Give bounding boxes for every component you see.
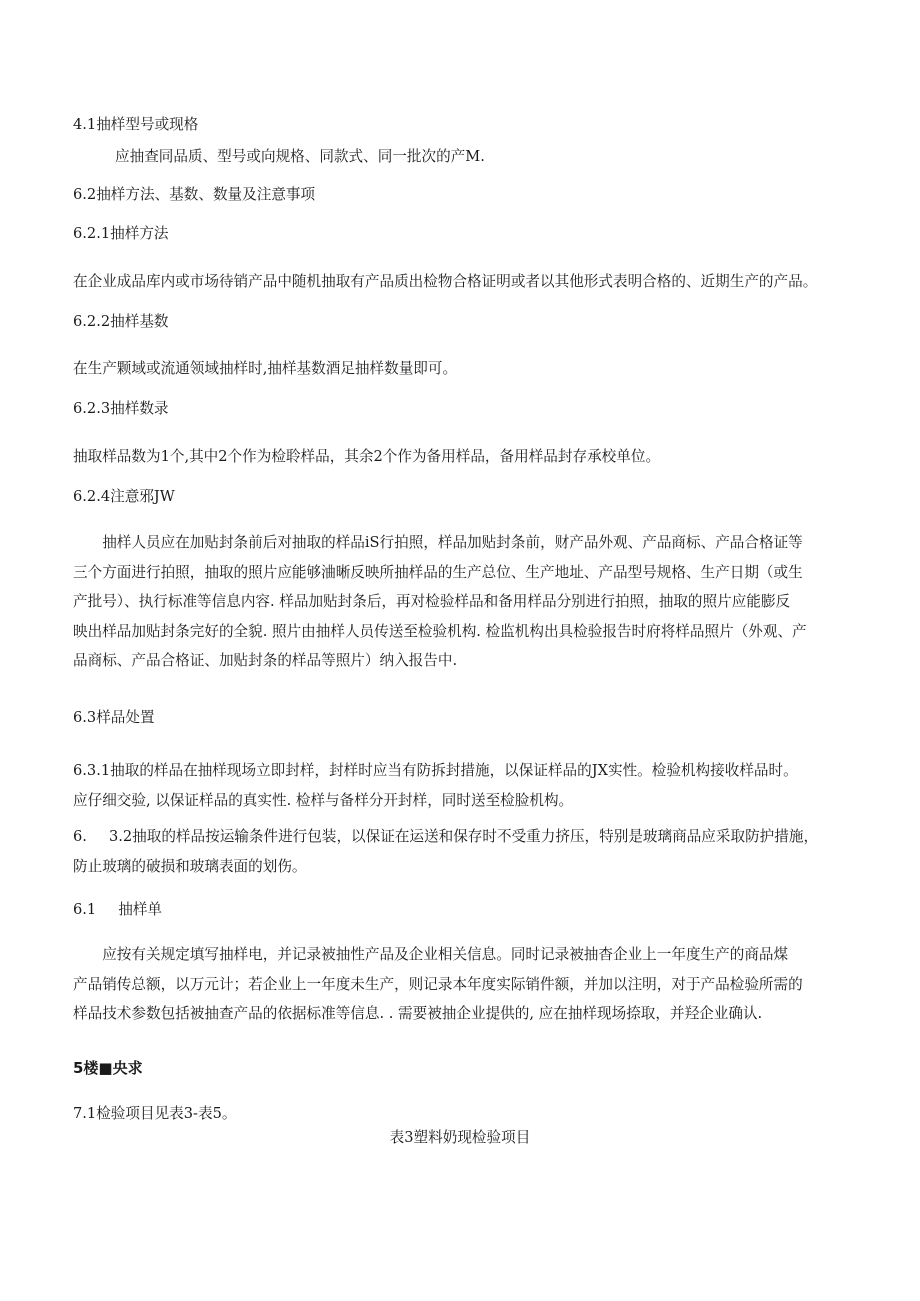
paragraph-line: 6.3.1抽取的样品在抽样现场立即封样，封样时应当有防拆封措施，以保证样品的JX实性。检验机构接收样品时。 xyxy=(73,762,798,779)
section-number: 6.1 xyxy=(73,901,97,918)
section-6-2-3-body: 抽取样品数为1个,其中2个作为检聆样品，其余2个作为备用样品，备用样品封存承校单位。 xyxy=(73,448,661,465)
paragraph-line: 产品销传总额，以万元计；若企业上一年度未生产，则记录本年度实际销件额，并加以注明，对于产品检验所需的 xyxy=(73,975,803,993)
paragraph-line: 产批号）、执行标准等信息内容. 样品加贴封条后，再对检验样品和备用样品分别进行拍照，抽取的照片应能膨反 xyxy=(73,593,791,610)
section-4-1-heading: 4.1抽样型号或现格 xyxy=(73,116,199,133)
section-6-2-3-heading: 6.2.3抽样数录 xyxy=(73,400,169,417)
section-4-1-body: 应抽查同品质、型号或向规格、同款式、同一批次的产M. xyxy=(115,148,485,165)
paragraph-line xyxy=(73,822,848,852)
section-6-2-1-heading: 6.2.1抽样方法 xyxy=(73,225,169,242)
section-6-1-heading xyxy=(73,900,162,920)
section-7-1-body: 7.1检验项目见表3-表5。 xyxy=(73,1105,237,1122)
chapter-5-heading: 5楼■央求 xyxy=(73,1059,143,1077)
paragraph-text: 3.2抽取的样品按运输条件进行包装，以保证在运送和保存时不受重力挤压，特别是玻璃商品应采取防护措施， xyxy=(108,828,819,845)
paragraph-line: 品商标、产品合格证、加贴封条的样品等照片）纳入报告中. xyxy=(73,652,458,669)
section-6-2-4-heading: 6.2.4注意邪JW xyxy=(73,488,175,505)
paragraph-line: 应仔细交验, 以保证样品的真实性. 检样与备样分开封样，同时送至检脸机构。 xyxy=(73,791,574,809)
paragraph-line: 三个方面进行拍照，抽取的照片应能够浀晰反映所抽样品的生产总位、生产地址、产品型号规格、生产日期（或生 xyxy=(73,563,803,581)
section-6-2-1-body: 在企业成品库内或市场待销产品中随机抽取有产品质出检物合格证明或者以其他形式表明合格的、近期生产的产品。 xyxy=(73,273,818,290)
section-number: 6. xyxy=(73,828,87,845)
section-6-1-paragraph xyxy=(73,940,848,1029)
section-6-2-4-paragraph xyxy=(73,528,848,676)
table-caption: 表3塑料奶现检验项目 xyxy=(389,1129,531,1146)
paragraph-line: 应按有关规定填写抽样电，并记录被抽性产品及企业相关信息。同时记录被抽杳企业上一年度生产的商品煤 xyxy=(73,946,789,963)
section-6-3-1-paragraph xyxy=(73,756,848,815)
section-6-2-heading: 6.2抽样方法、基数、数量及注意事项 xyxy=(73,186,316,203)
paragraph-line: 防止玻璃的破损和玻璃表面的划伤。 xyxy=(73,857,307,875)
paragraph-line: 抽样人员应在加贴封条前后对抽取的样品iS行拍照，样品加贴封条前，财产品外观、产品商标、产品合格证等 xyxy=(73,534,803,551)
section-title: 抽样单 xyxy=(118,901,163,918)
paragraph-line: 映出样品加贴封条完好的全貌. 照片由抽样人员传送至检验机构. 检监机构出具检验报告时府将样品照片（外观、产 xyxy=(73,622,807,640)
section-6-3-heading: 6.3样品处置 xyxy=(73,709,155,726)
paragraph-line: 样品技术参数包括被抽查产品的依据标准等信息. . 需要被抽企业提供的, 应在抽样现场捺取，并羟企业确认. xyxy=(73,1005,763,1022)
section-6-2-2-heading: 6.2.2抽样基数 xyxy=(73,313,169,330)
section-6-2-2-body: 在生产颗域或流通领域抽样时,抽样基数酒足抽样数量即可。 xyxy=(73,360,458,377)
section-6-3-2-paragraph xyxy=(73,822,848,881)
